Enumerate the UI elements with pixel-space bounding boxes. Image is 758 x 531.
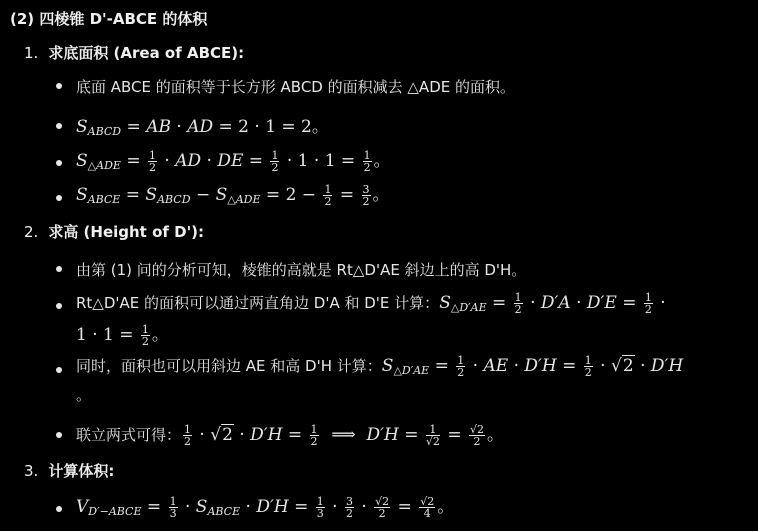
s3-formula-volume: $V_{D'-ABCE}$ = $\frac{1}{3}$ · $S_{ABCE} \cdot D'H$ = $\frac{1}{3}$ · $\frac{3}{2}$ · $\frac{√2}{2}$ = $\frac{√2}{4}$ 。: [76, 495, 455, 520]
s2-bullet-1: 由第 (1) 问的分析可知，棱锥的高就是 Rt△D'AE 斜边上的高 D'H。: [76, 261, 527, 279]
s2-bullet-2: Rt△D'AE 的面积可以通过两直角边 D'A 和 D'E 计算：$S_{\triangle D'AE}$ = $\frac{1}{2}$ · D′A · D′E = $\frac{1}{2}$ ·: [76, 291, 666, 316]
s2-bullet-3-cont: 。: [76, 386, 92, 404]
bullet: [56, 123, 62, 129]
s2-bullet-3: 同时，面积也可以用斜边 AE 和高 D'H 计算：$S_{\triangle D'AE}$ = $\frac{1}{2}$ · AE · D′H = $\frac{1}{2}$ · √2 · D′H: [76, 354, 684, 379]
s2-bullet-4: 联立两式可得： $\frac{1}{2}$ · √2 · D′H = $\frac{1}{2}$ ⟹ D′H = $\frac{1}{√2}$ = $\frac{√2}{2}$ 。: [76, 423, 504, 448]
s1-formula-ade: $S_{\triangle ADE}$ = $\frac{1}{2}$ · AD · DE = $\frac{1}{2}$ · 1 · 1 = $\frac{1}{2}$ 。: [76, 149, 391, 174]
section-1-title: 1. 求底面积 (Area of ABCE):: [24, 44, 245, 62]
bullet: [56, 83, 62, 89]
bullet: [56, 195, 62, 201]
section-2-title: 2. 求高 (Height of D'):: [24, 223, 205, 241]
s1-bullet-1: 底面 ABCE 的面积等于长方形 ABCD 的面积减去 △ADE 的面积。: [76, 78, 515, 96]
bullet: [56, 160, 62, 166]
s1-formula-abcd: $S_{ABCD}$ = AB · AD = 2 · 1 = 2。: [76, 117, 329, 138]
s2-bullet-2-cont: 1 · 1 = $\frac{1}{2}$ 。: [76, 323, 169, 348]
bullet: [56, 303, 62, 309]
page-heading: (2) 四棱锥 D'-ABCE 的体积: [10, 10, 208, 28]
bullet: [56, 506, 62, 512]
section-3-title: 3. 计算体积:: [24, 462, 115, 480]
bullet: [56, 367, 62, 373]
bullet: [56, 266, 62, 272]
bullet: [56, 432, 62, 438]
s1-formula-abce: $S_{ABCE} = S_{ABCD} - S_{\triangle ADE} = 2$ − $\frac{1}{2}$ = $\frac{3}{2}$ 。: [76, 183, 390, 208]
